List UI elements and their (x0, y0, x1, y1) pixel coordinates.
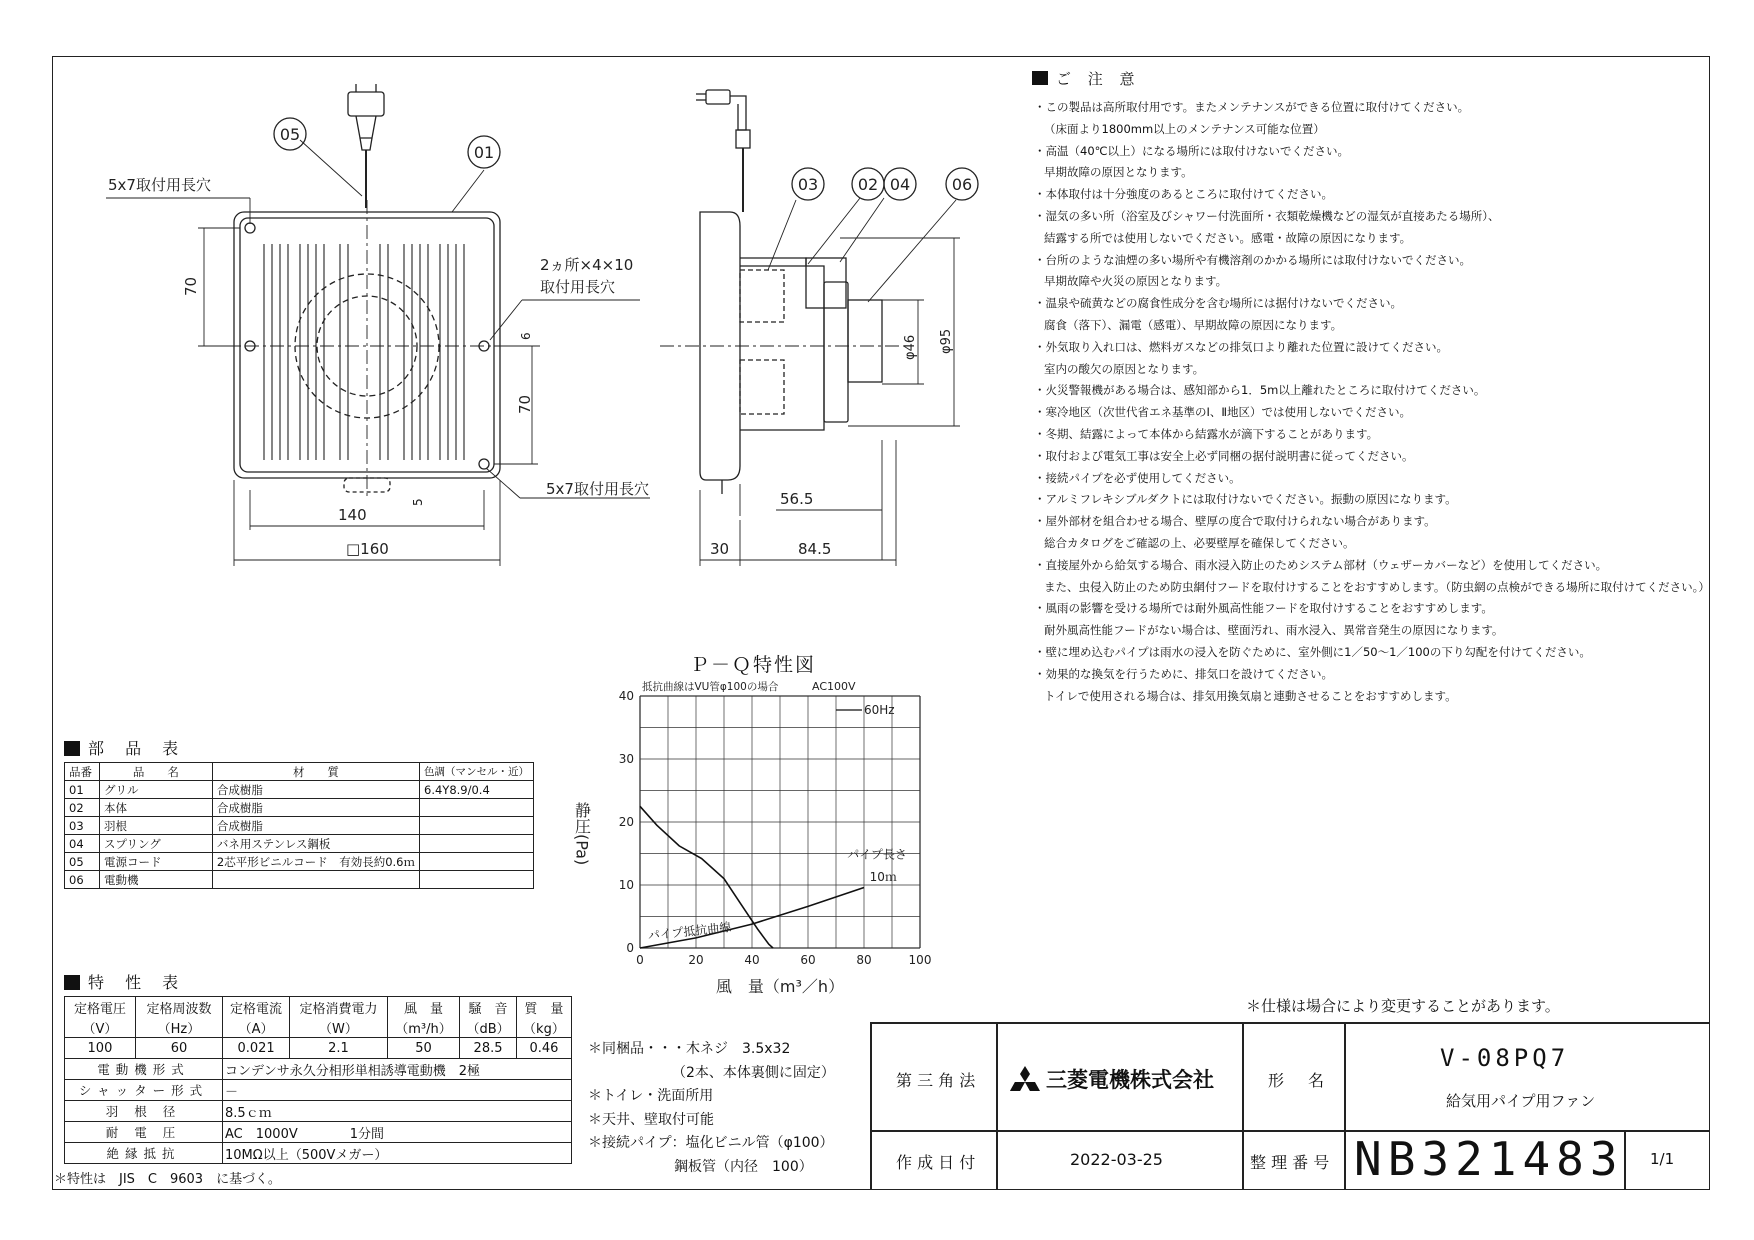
dim-70-top: 70 (182, 276, 200, 296)
parts-cell: 電動機 (99, 871, 212, 889)
accessory-line: ＊同梱品・・・木ネジ 3.5x32 (588, 1041, 791, 1057)
y-axis-label: 静圧(Pa) (572, 802, 592, 866)
doc-number-label: 整 理 番 号 (1250, 1153, 1330, 1172)
parts-cell: 03 (65, 817, 100, 835)
spec-row (65, 1059, 572, 1080)
model-label: 形 名 (1268, 1071, 1329, 1090)
parts-title: 部 品 表 (88, 739, 187, 758)
parts-row (65, 799, 534, 817)
spec-row (65, 1122, 572, 1143)
note-line: また、虫侵入防止のため防虫網付フードを取付けすることをおすすめします。（防虫網の点検ができる場所に取付けてください。） (1044, 579, 1710, 594)
spec-header: 質 量 (516, 997, 571, 1018)
x-tick-label: 20 (688, 953, 704, 967)
note-line: ・湿気の多い所（浴室及びシャワー付洗面所・衣類乾燥機などの湿気が直接あたる場所）、 (1034, 209, 1500, 223)
parts-cell (212, 871, 419, 889)
note-line: ・この製品は高所取付用です。またメンテナンスができる位置に取付けてください。 (1034, 100, 1470, 114)
accessory-line: （2本、本体裏側に固定） (672, 1064, 835, 1081)
note-line: ・冬期、結露によって本体から結露水が滴下することがあります。 (1034, 427, 1379, 441)
dim-6: 6 (519, 332, 533, 340)
callout-01-label: 01 (473, 143, 495, 162)
slot-label-top: 5x7取付用長穴 (108, 176, 211, 194)
chart-title: Ｐ－Ｑ特性図 (690, 654, 817, 676)
spec-row (65, 1080, 572, 1101)
note-line: 総合カタログをご確認の上、必要壁厚を確保してください。 (1044, 536, 1355, 550)
spec-unit-row (65, 1017, 572, 1038)
tb-vline-2 (996, 1022, 998, 1190)
parts-table (64, 762, 534, 889)
y-tick-label: 0 (626, 941, 634, 955)
dim-phi95: φ95 (939, 328, 954, 354)
notes-title: ご 注 意 (1056, 70, 1141, 88)
dim-5: 5 (411, 498, 425, 506)
callout-04-label: 04 (889, 175, 911, 194)
note-line: ・高温（40℃以上）になる場所には取付けないでください。 (1034, 143, 1350, 158)
parts-head-no: 品番 (65, 763, 100, 781)
change-note: ＊仕様は場合により変更することがあります。 (1246, 997, 1560, 1015)
notes-header (1032, 68, 1141, 89)
spec-row-label: 絶縁抵抗 (65, 1143, 223, 1164)
parts-cell (420, 799, 534, 817)
parts-cell: スプリング (99, 835, 212, 853)
parts-cell: 本体 (99, 799, 212, 817)
callout-06-label: 06 (951, 175, 973, 194)
parts-cell (420, 835, 534, 853)
date-label: 作 成 日 付 (896, 1153, 976, 1172)
callout-02-label: 02 (857, 175, 879, 194)
y-tick-label: 40 (618, 689, 634, 703)
notes-bullet-icon (1032, 71, 1048, 85)
x-tick-label: 80 (856, 953, 872, 967)
parts-row (65, 871, 534, 889)
parts-row (65, 835, 534, 853)
note-line: 腐食（落下）、漏電（感電）、早期故障の原因になります。 (1044, 318, 1343, 332)
note-line: ・風雨の影響を受ける場所では耐外風高性能フードを取付けすることをおすすめします。 (1034, 601, 1493, 616)
parts-cell (420, 853, 534, 871)
spec-table (64, 996, 572, 1164)
product-name: 給気用パイプ用ファン (1446, 1092, 1596, 1110)
company-name: 三菱電機株式会社 (1046, 1068, 1214, 1092)
callout-05-label: 05 (279, 125, 301, 144)
note-line: ・アルミフレキシブルダクトには取付けないでください。振動の原因になります。 (1034, 492, 1457, 507)
chart-note-power: AC100V (812, 680, 856, 693)
parts-bullet-icon (64, 741, 80, 756)
spec-row-label: 電動機形式 (65, 1059, 223, 1080)
parts-cell: バネ用ステンレス鋼板 (212, 835, 419, 853)
note-line: トイレで使用される場合は、排気用換気扇と連動させることをおすすめします。 (1044, 688, 1457, 703)
note-line: ・屋外部材を組合わせる場合、壁厚の度合で取付けられない場合があります。 (1034, 514, 1436, 529)
dim-160: □160 (346, 540, 389, 558)
parts-cell: 6.4Y8.9/0.4 (420, 781, 534, 799)
doc-number: NB321483 (1354, 1132, 1624, 1186)
parts-head-color: 色調（マンセル・近） (420, 763, 534, 781)
tb-vline-4 (1344, 1022, 1346, 1190)
parts-cell: 2芯平形ビニルコード 有効長約0.6ｍ (212, 853, 419, 871)
note-line: ・外気取り入れ口は、燃料ガスなどの排気口より離れた位置に設けてください。 (1034, 339, 1448, 354)
parts-row (65, 853, 534, 871)
parts-cell: 合成樹脂 (212, 817, 419, 835)
mitsubishi-logo-icon (1010, 1065, 1040, 1093)
note-line: （床面より1800mm以上のメンテナンス可能な位置） (1044, 121, 1325, 136)
dim-phi46: φ46 (903, 334, 918, 360)
parts-cell: 電源コード (99, 853, 212, 871)
spec-header: 定格電圧 (65, 997, 136, 1018)
pq-chart (560, 676, 940, 1000)
spec-unit: （m³/h） (387, 1017, 459, 1038)
spec-header: 定格電流 (223, 997, 290, 1018)
y-tick-label: 30 (618, 752, 634, 766)
note-line: 早期故障の原因となります。 (1044, 165, 1193, 180)
accessory-line: 鋼板管（内径 100） (674, 1158, 813, 1175)
note-line: ・取付および電気工事は安全上必ず同梱の据付説明書に従ってください。 (1034, 448, 1414, 463)
chart-note-resistance: 抵抗曲線はVU管φ100の場合 (642, 681, 779, 693)
technical-drawing (0, 0, 1010, 640)
spec-unit: （Hz） (135, 1017, 222, 1038)
tb-vline-1 (870, 1022, 872, 1190)
plug-side (706, 90, 730, 104)
spec-header (64, 970, 186, 993)
spec-row-value: コンデンサ永久分相形単相誘導電動機 2極 (223, 1059, 572, 1080)
parts-cell: グリル (99, 781, 212, 799)
note-line: ・台所のような油煙の多い場所や有機溶剤のかかる場所には取付けないでください。 (1034, 252, 1471, 267)
x-axis-label: 風 量（m³／h） (715, 977, 845, 996)
spec-row-value: － (223, 1080, 572, 1101)
note-line: 室内の酸欠の原因となります。 (1044, 361, 1205, 376)
parts-row (65, 781, 534, 799)
tb-vline-3 (1242, 1022, 1244, 1190)
spec-row-label: 羽 根 径 (65, 1101, 223, 1122)
spec-unit: （V） (65, 1017, 136, 1038)
x-tick-label: 40 (744, 953, 760, 967)
parts-cell: 合成樹脂 (212, 781, 419, 799)
legend-label: 60Hz (864, 703, 895, 717)
note-line: ・効果的な換気を行うために、排気口を設けてください。 (1034, 666, 1333, 681)
callout-03-label: 03 (797, 175, 819, 194)
plug-front (348, 92, 384, 116)
annotation-10m: 10ｍ (869, 870, 897, 885)
spec-row-value: 10MΩ以上（500Vメガー） (223, 1143, 572, 1164)
spec-value: 0.46 (516, 1038, 571, 1059)
spec-header: 定格周波数 (135, 997, 222, 1018)
holes-label: 2ヵ所×4×10 (540, 256, 634, 274)
spec-unit: （dB） (460, 1017, 517, 1038)
parts-head-name: 品 名 (99, 763, 212, 781)
dim-56-5: 56.5 (780, 490, 814, 508)
parts-cell: 05 (65, 853, 100, 871)
note-line: ・接続パイプを必ず使用してください。 (1034, 470, 1241, 485)
tb-vline-5 (1624, 1130, 1626, 1190)
spec-value: 60 (135, 1038, 222, 1059)
note-line: 結露する所では使用しないでください。感電・故障の原因になります。 (1044, 230, 1412, 245)
spec-unit: （W） (290, 1017, 388, 1038)
parts-row (65, 817, 534, 835)
note-line: 耐外風高性能フードがない場合は、壁面汚れ、雨水浸入、異常音発生の原因になります。 (1044, 623, 1504, 638)
spec-header-row (65, 997, 572, 1018)
parts-cell (420, 871, 534, 889)
parts-header (64, 736, 186, 759)
spec-header: 騒 音 (460, 997, 517, 1018)
spec-value-row (65, 1038, 572, 1059)
spec-title: 特 性 表 (88, 973, 187, 992)
spec-value: 50 (387, 1038, 459, 1059)
parts-cell: 合成樹脂 (212, 799, 419, 817)
dim-140: 140 (338, 506, 367, 524)
spec-row (65, 1101, 572, 1122)
spec-header: 風 量 (387, 997, 459, 1018)
dim-30: 30 (710, 540, 730, 558)
spec-value: 0.021 (223, 1038, 290, 1059)
accessory-line: ＊天井、壁取付可能 (588, 1111, 714, 1128)
parts-cell (420, 817, 534, 835)
note-line: ・壁に埋め込むパイプは雨水の浸入を防ぐために、室外側に1／50～1／100の下り勾配を付けてください。 (1034, 645, 1591, 659)
parts-header-row (65, 763, 534, 781)
accessory-line: ＊トイレ・洗面所用 (588, 1088, 714, 1104)
spec-header: 定格消費電力 (290, 997, 388, 1018)
dim-70-right: 70 (516, 394, 534, 414)
accessory-line: ＊接続パイプ：塩化ビニル管（φ100） (588, 1135, 834, 1151)
y-tick-label: 20 (618, 815, 634, 829)
spec-row-label: シャッター形式 (65, 1080, 223, 1101)
spec-unit: （kg） (516, 1017, 571, 1038)
x-tick-label: 0 (636, 953, 644, 967)
note-line: 早期故障や火災の原因となります。 (1044, 274, 1228, 289)
spec-row-value: 8.5ｃｍ (223, 1101, 572, 1122)
note-line: ・本体取付は十分強度のあるところに取付けてください。 (1034, 187, 1333, 202)
spec-value: 2.1 (290, 1038, 388, 1059)
spec-unit: （A） (223, 1017, 290, 1038)
company-logo (1010, 1064, 1214, 1094)
annotation-pipe-length: パイプ長さ (847, 847, 907, 862)
spec-bullet-icon (64, 975, 80, 990)
spec-value: 100 (65, 1038, 136, 1059)
model-number: V-08PQ7 (1440, 1044, 1570, 1072)
parts-cell: 羽根 (99, 817, 212, 835)
spec-footnote: ＊特性は JIS C 9603 に基づく。 (54, 1172, 281, 1187)
x-tick-label: 100 (908, 953, 932, 967)
note-line: ・寒冷地区（次世代省エネ基準のⅠ、Ⅱ地区）では使用しないでください。 (1034, 405, 1412, 420)
slot-label-bottom: 5x7取付用長穴 (546, 480, 649, 498)
note-line: ・直接屋外から給気する場合、雨水浸入防止のためシステム部材（ウェザーカバーなど）を使用してください。 (1034, 557, 1608, 572)
x-tick-label: 60 (800, 953, 816, 967)
spec-row-value: AC 1000V 1分間 (223, 1122, 572, 1143)
holes-label-2: 取付用長穴 (540, 278, 616, 296)
spec-value: 28.5 (460, 1038, 517, 1059)
parts-cell: 02 (65, 799, 100, 817)
note-line: ・火災警報機がある場合は、感知部から1．5m以上離れたところに取付けてください。 (1034, 383, 1486, 398)
note-line: ・温泉や硫黄などの腐食性成分を含む場所には据付けないでください。 (1034, 296, 1402, 311)
parts-cell: 04 (65, 835, 100, 853)
parts-cell: 06 (65, 871, 100, 889)
annotation-pipe-curve: パイプ抵抗曲線 (647, 920, 732, 943)
dim-84-5: 84.5 (798, 540, 832, 558)
spec-row-label: 耐 電 圧 (65, 1122, 223, 1143)
creation-date: 2022-03-25 (1070, 1150, 1163, 1169)
parts-cell: 01 (65, 781, 100, 799)
sheet-number: 1/1 (1650, 1150, 1675, 1168)
projection-label: 第 三 角 法 (896, 1071, 976, 1090)
y-tick-label: 10 (618, 878, 634, 892)
spec-row (65, 1143, 572, 1164)
parts-head-material: 材 質 (212, 763, 419, 781)
